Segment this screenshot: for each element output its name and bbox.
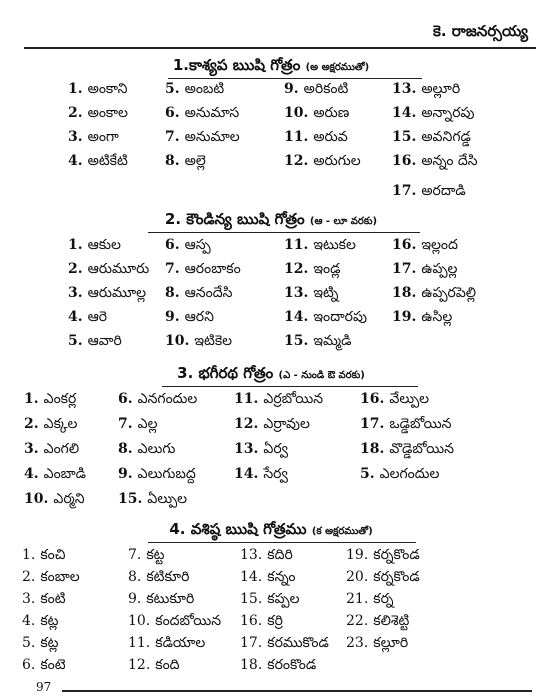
gotra-entry [165,260,241,278]
entry-surname: అంబటి [184,81,225,97]
gotra-entry [392,182,466,200]
entry-surname: ఎలుగుబద్ద [137,466,196,482]
entry-surname: అరదాడి [421,183,466,199]
section-title-note: (క అక్షరముతో) [311,526,373,537]
gotra-entry [68,128,119,146]
gotra-entry [165,80,224,98]
entry-number: 11. [128,635,151,651]
entry-surname: ఇందారపు [313,309,367,325]
entry-number: 11. [284,237,309,253]
entry-number: 10. [284,105,309,121]
entry-number: 13. [240,547,263,563]
entry-surname: కంది [155,657,180,673]
entry-surname: అల్లె [184,153,206,169]
entry-number: 2. [22,569,36,585]
entry-surname: కందబోయిన [155,613,222,629]
entry-number: 2. [68,261,83,277]
entry-surname: ఏర్వ [263,441,289,457]
entry-number: 15. [240,591,263,607]
entry-number: 13. [234,441,259,457]
footer-rule [62,690,532,692]
gotra-entry [128,546,164,564]
entry-surname: ఎర్మని [53,491,85,507]
section-title-note: (ఎ - నుండి ఔ వరకు) [278,370,365,381]
gotra-entry [68,332,122,350]
gotra-entry [284,260,340,278]
entry-number: 5. [360,466,375,482]
entry-surname: ఉప్పరపెల్లి [421,285,477,301]
entry-surname: ఏల్పుల [147,491,188,507]
entry-number: 9. [165,309,180,325]
entry-number: 18. [360,441,385,457]
gotra-entry [165,308,214,326]
entry-surname: కటుకూరి [146,591,195,607]
gotra-entry [284,308,367,326]
entry-number: 4. [68,309,83,325]
gotra-entry [392,236,458,254]
entry-surname: కదిరి [267,547,293,563]
gotra-entry [234,465,288,483]
entry-number: 7. [128,547,142,563]
entry-number: 16. [392,153,417,169]
entry-surname: కర్రి [267,613,283,629]
entry-surname: ఎనగందుల [137,391,198,407]
entry-number: 13. [284,285,309,301]
header-rule [24,47,536,49]
entry-number: 19. [346,547,369,563]
gotra-entry [240,546,293,564]
entry-surname: అరుణ [313,105,350,121]
entry-number: 4. [24,466,39,482]
gotra-entry [234,440,288,458]
gotra-entry [165,152,206,170]
gotra-entry [68,308,107,326]
entry-surname: ఆనందేసి [184,285,233,301]
gotra-entry [22,612,58,630]
entry-surname: కరంకొండ [267,657,317,673]
entry-number: 14. [240,569,263,585]
gotra-entry [118,490,187,508]
gotra-entry [128,590,194,608]
entry-surname: ఉప్పల్ల [421,261,458,277]
entry-number: 5. [22,635,36,651]
entry-number: 11. [284,129,309,145]
entry-surname: అటికేటి [87,153,128,169]
entry-surname: కట్ల [40,613,59,629]
entry-surname: అనుమాస [184,105,240,121]
entry-number: 17. [240,635,263,651]
gotra-entry [68,284,146,302]
gotra-entry [360,440,454,458]
gotra-entry [22,656,66,674]
entry-number: 14. [234,466,259,482]
entry-surname: అరువ [313,129,348,145]
section-title-text: 3. భగీరథ గోత్రం [177,364,274,382]
entry-number: 5. [68,333,83,349]
entry-surname: అరుగుల [313,153,361,169]
entry-surname: ఆరుమూరు [87,261,150,277]
entry-number: 7. [165,129,180,145]
entry-surname: కటికూరి [146,569,190,585]
gotra-entry [68,104,128,122]
entry-number: 3. [24,441,39,457]
entry-surname: కడియాల [155,635,206,651]
gotra-entry [128,634,205,652]
section-4-title [0,520,542,542]
entry-number: 11. [234,391,259,407]
entry-surname: ఇటికెల [194,333,233,349]
entry-surname: ఆరుమూల్ల [87,285,147,301]
gotra-entry [240,568,295,586]
entry-number: 12. [128,657,151,673]
entry-surname: వేల్పుల [389,391,430,407]
entry-number: 6. [165,105,180,121]
entry-number: 16. [392,237,417,253]
gotra-entry [234,390,323,408]
entry-number: 1. [24,391,39,407]
entry-number: 9. [284,81,299,97]
entry-surname: ఎక్కల [43,416,78,432]
entry-surname: ఆకుల [87,237,121,253]
gotra-entry [284,284,338,302]
section-title-note: (ఆ - లూ వరకు) [309,216,378,227]
entry-surname: ఆరంబాకం [184,261,241,277]
gotra-entry [68,236,121,254]
entry-number: 2. [68,105,83,121]
gotra-entry [128,612,221,630]
entry-number: 18. [240,657,263,673]
entry-number: 7. [165,261,180,277]
gotra-entry [68,80,127,98]
section-2-title [0,210,542,232]
entry-number: 17. [360,416,385,432]
entry-number: 8. [165,285,180,301]
gotra-entry [68,260,149,278]
gotra-entry [240,634,329,652]
entry-number: 4. [22,613,36,629]
entry-number: 3. [22,591,36,607]
entry-surname: ఇమ్మడి [313,333,352,349]
entry-number: 20. [346,569,369,585]
entry-number: 8. [128,569,142,585]
entry-surname: కప్పల [267,591,300,607]
entry-number: 1. [68,81,83,97]
entry-surname: అల్లూరి [421,81,461,97]
gotra-entry [165,104,239,122]
gotra-entry [346,546,420,564]
entry-number: 12. [284,261,309,277]
gotra-entry [284,332,351,350]
gotra-entry [392,308,452,326]
gotra-entry [392,152,478,170]
entry-surname: ఎలగందుల [379,466,440,482]
entry-surname: ఎర్రబోయిన [263,391,324,407]
entry-surname: సేర్వ [263,466,288,482]
entry-surname: ఉసిల్ల [421,309,453,325]
entry-surname: ఎల్ల [137,416,158,432]
gotra-entry [22,634,58,652]
gotra-entry [118,465,196,483]
entry-surname: అవనిగడ్డ [421,129,471,145]
entry-number: 16. [240,613,263,629]
gotra-entry [128,568,189,586]
entry-number: 12. [234,416,259,432]
gotra-entry [284,80,348,98]
entry-surname: ఎలుగు [137,441,176,457]
gotra-entry [165,284,232,302]
entry-surname: అన్నారపు [421,105,475,121]
gotra-entry [118,440,175,458]
gotra-entry [240,590,300,608]
entry-surname: కర్నకొండ [373,547,420,563]
entry-surname: ఆవారి [87,333,122,349]
gotra-entry [22,546,66,564]
section-2-underline [148,232,420,233]
entry-surname: కంటి [40,591,66,607]
entry-surname: ఇల్లంద [421,237,458,253]
section-title-text: 1.కాశ్యప ఋషి గోత్రం [172,56,301,74]
entry-surname: ఆరని [184,309,214,325]
entry-surname: కట్ల [40,635,59,651]
entry-number: 5. [165,81,180,97]
entry-number: 18. [392,285,417,301]
gotra-entry [346,634,408,652]
entry-surname: అంగా [87,129,119,145]
entry-number: 7. [118,416,133,432]
entry-surname: ఇట్ని [313,285,339,301]
entry-surname: అరికంటి [303,81,349,97]
gotra-entry [165,332,232,350]
entry-surname: ఎర్రావుల [263,416,310,432]
entry-number: 1. [22,547,36,563]
gotra-entry [392,104,475,122]
gotra-entry [118,415,158,433]
gotra-entry [22,590,66,608]
gotra-entry [240,612,283,630]
gotra-entry [68,152,128,170]
entry-number: 3. [68,285,83,301]
entry-surname: ఎంగలి [43,441,80,457]
entry-number: 1. [68,237,83,253]
gotra-entry [392,80,460,98]
entry-surname: కల్లూరి [373,635,409,651]
entry-number: 2. [24,416,39,432]
page-number: 97 [36,680,52,694]
entry-number: 8. [165,153,180,169]
section-title-note: (అ అక్షరముతో) [305,62,370,73]
entry-number: 23. [346,635,369,651]
entry-surname: కట్ట [146,547,165,563]
entry-number: 6. [118,391,133,407]
gotra-entry [234,415,310,433]
entry-number: 14. [284,309,309,325]
entry-number: 8. [118,441,133,457]
entry-surname: కంబాల [40,569,80,585]
section-1-title [0,56,542,78]
entry-surname: ఎంబాడి [43,466,87,482]
gotra-entry [24,440,79,458]
entry-number: 15. [284,333,309,349]
entry-surname: అన్నం దేసి [421,153,478,169]
gotra-entry [24,390,76,408]
gotra-entry [284,104,349,122]
entry-surname: ఎంకర్ల [43,391,77,407]
entry-number: 4. [68,153,83,169]
gotra-entry [392,284,476,302]
gotra-entry [360,465,439,483]
gotra-entry [240,656,316,674]
gotra-entry [128,656,180,674]
entry-number: 17. [392,183,417,199]
author-name: కె. రాజనర్సయ్య [433,22,528,40]
entry-number: 14. [392,105,417,121]
entry-surname: ఆరె [87,309,108,325]
section-3-underline [162,386,418,387]
entry-surname: ఇండ్ల [313,261,341,277]
gotra-entry [360,390,429,408]
entry-number: 6. [165,237,180,253]
section-3-title [0,364,542,386]
gotra-entry [284,236,356,254]
entry-number: 15. [118,491,143,507]
gotra-entry [392,260,457,278]
entry-number: 10. [24,491,49,507]
entry-number: 19. [392,309,417,325]
entry-number: 17. [392,261,417,277]
entry-surname: అంకాల [87,105,128,121]
entry-surname: కంచి [40,547,66,563]
entry-surname: వొడ్డెబోయిన [389,441,454,457]
gotra-entry [22,568,80,586]
gotra-entry [284,152,361,170]
gotra-entry [24,490,85,508]
entry-surname: కంటె [40,657,66,673]
gotra-entry [392,128,471,146]
section-title-text: 2. కౌండిన్య ఋషి గోత్రం [164,210,305,228]
entry-number: 3. [68,129,83,145]
entry-surname: ఇటుకల [313,237,356,253]
entry-surname: అనుమాల [184,129,240,145]
gotra-entry [24,415,77,433]
entry-surname: అంకాని [87,81,128,97]
entry-surname: కర్న [373,591,394,607]
entry-number: 6. [22,657,36,673]
entry-number: 13. [392,81,417,97]
gotra-entry [165,236,211,254]
entry-number: 10. [165,333,190,349]
entry-number: 22. [346,613,369,629]
entry-surname: కన్నం [267,569,296,585]
section-4-underline [148,542,416,543]
gotra-entry [24,465,86,483]
entry-surname: ఒడ్డెబోయిన [389,416,452,432]
gotra-entry [165,128,240,146]
gotra-entry [346,568,420,586]
entry-surname: కర్నకొండ [373,569,420,585]
gotra-entry [360,415,451,433]
entry-surname: ఆస్ప [184,237,211,253]
section-title-text: 4. వశిష్ఠ ఋషి గోత్రము [169,520,307,538]
gotra-entry [284,128,348,146]
entry-number: 10. [128,613,151,629]
section-1-underline [168,78,422,79]
entry-number: 15. [392,129,417,145]
entry-number: 9. [118,466,133,482]
entry-number: 16. [360,391,385,407]
entry-number: 12. [284,153,309,169]
gotra-entry [346,612,409,630]
entry-surname: కరముకొండ [267,635,329,651]
entry-number: 9. [128,591,142,607]
entry-number: 21. [346,591,369,607]
entry-surname: కలిశెట్టి [373,613,410,629]
gotra-entry [118,390,197,408]
gotra-entry [346,590,393,608]
